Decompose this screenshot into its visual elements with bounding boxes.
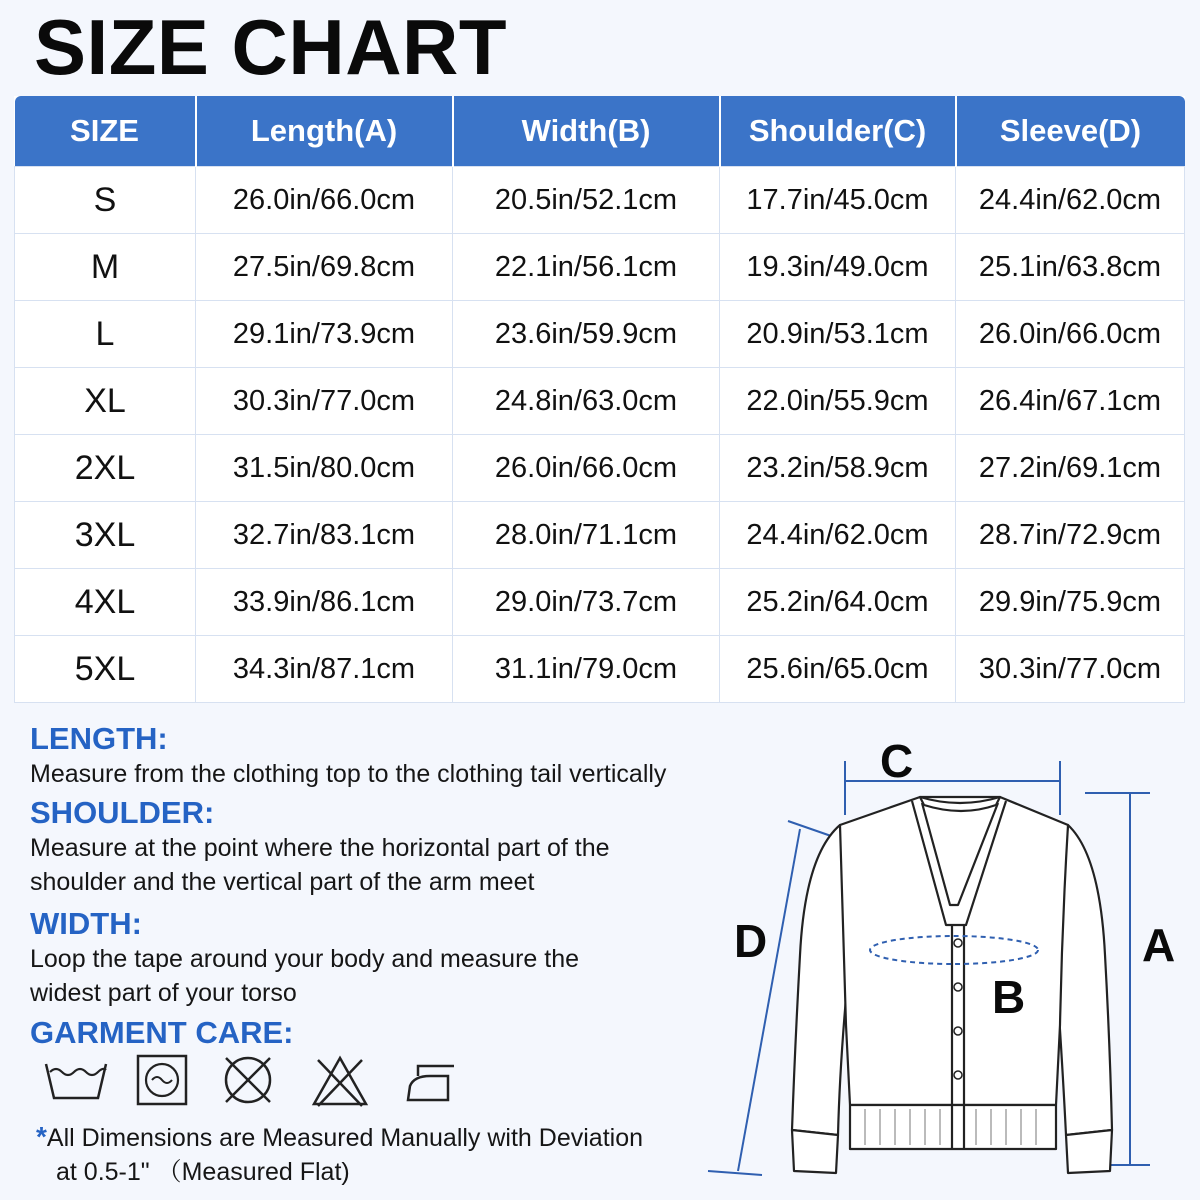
sleeve-cell: 29.9in/75.9cm (956, 569, 1185, 636)
table-row (15, 301, 1185, 368)
shoulder-title: SHOULDER: (30, 795, 215, 830)
header-sleeve: Sleeve(D) (956, 96, 1185, 167)
length-cell: 26.0in/66.0cm (196, 167, 453, 234)
table-row (15, 368, 1185, 435)
header-width: Width(B) (453, 96, 720, 167)
label-b: B (992, 971, 1026, 1023)
width-cell: 26.0in/66.0cm (453, 435, 720, 502)
shoulder-cell: 23.2in/58.9cm (720, 435, 956, 502)
label-c: C (880, 735, 914, 787)
table-row (15, 636, 1185, 703)
sleeve-cell: 26.0in/66.0cm (956, 301, 1185, 368)
table-row (15, 435, 1185, 502)
sleeve-cell: 26.4in/67.1cm (956, 368, 1185, 435)
care-icons (40, 1052, 490, 1112)
width-cell: 29.0in/73.7cm (453, 569, 720, 636)
width-cell: 22.1in/56.1cm (453, 234, 720, 301)
table-header-row (15, 96, 1185, 167)
length-title: LENGTH: (30, 721, 168, 756)
shoulder-section (30, 795, 610, 899)
deviation-note (36, 1120, 643, 1189)
width-cell: 28.0in/71.1cm (453, 502, 720, 569)
sleeve-cell: 28.7in/72.9cm (956, 502, 1185, 569)
hand-wash-icon (40, 1052, 130, 1112)
size-cell: 3XL (15, 502, 196, 569)
cardigan-diagram (700, 725, 1190, 1195)
size-cell: 2XL (15, 435, 196, 502)
do-not-bleach-icon (310, 1052, 400, 1112)
shoulder-cell: 17.7in/45.0cm (720, 167, 956, 234)
table-row (15, 569, 1185, 636)
note-line2: at 0.5-1" （Measured Flat) (56, 1158, 350, 1186)
length-cell: 31.5in/80.0cm (196, 435, 453, 502)
width-cell: 31.1in/79.0cm (453, 636, 720, 703)
label-a: A (1142, 919, 1176, 971)
shoulder-cell: 20.9in/53.1cm (720, 301, 956, 368)
header-length: Length(A) (196, 96, 453, 167)
shoulder-body-line1: Measure at the point where the horizontal part of the (30, 834, 610, 862)
size-cell: 4XL (15, 569, 196, 636)
size-cell: 5XL (15, 636, 196, 703)
sleeve-cell: 24.4in/62.0cm (956, 167, 1185, 234)
size-cell: L (15, 301, 196, 368)
shoulder-cell: 24.4in/62.0cm (720, 502, 956, 569)
cardigan-outline (792, 797, 1112, 1173)
iron-icon (400, 1052, 490, 1112)
length-body: Measure from the clothing top to the clothing tail vertically (30, 760, 667, 788)
shoulder-cell: 25.2in/64.0cm (720, 569, 956, 636)
length-cell: 27.5in/69.8cm (196, 234, 453, 301)
sleeve-cell: 25.1in/63.8cm (956, 234, 1185, 301)
care-section (30, 1015, 294, 1051)
length-section (30, 721, 666, 791)
care-title: GARMENT CARE: (30, 1015, 294, 1050)
length-cell: 29.1in/73.9cm (196, 301, 453, 368)
width-title: WIDTH: (30, 906, 142, 941)
sleeve-cell: 30.3in/77.0cm (956, 636, 1185, 703)
do-not-dry-clean-icon (220, 1052, 310, 1112)
size-cell: XL (15, 368, 196, 435)
size-cell: M (15, 234, 196, 301)
table-row (15, 502, 1185, 569)
shoulder-body-line2: shoulder and the vertical part of the arm meet (30, 868, 535, 896)
width-cell: 24.8in/63.0cm (453, 368, 720, 435)
header-size: SIZE (15, 96, 196, 167)
width-section (30, 906, 579, 1010)
size-table (14, 96, 1185, 703)
shoulder-cell: 19.3in/49.0cm (720, 234, 956, 301)
sleeve-cell: 27.2in/69.1cm (956, 435, 1185, 502)
length-cell: 34.3in/87.1cm (196, 636, 453, 703)
table-row (15, 167, 1185, 234)
width-body-line2: widest part of your torso (30, 979, 297, 1007)
note-star: * (36, 1121, 47, 1152)
shoulder-cell: 25.6in/65.0cm (720, 636, 956, 703)
width-body-line1: Loop the tape around your body and measure the (30, 945, 580, 973)
length-cell: 32.7in/83.1cm (196, 502, 453, 569)
page-title: SIZE CHART (34, 3, 507, 91)
note-line1: All Dimensions are Measured Manually with Deviation (46, 1124, 643, 1152)
length-cell: 30.3in/77.0cm (196, 368, 453, 435)
shoulder-cell: 22.0in/55.9cm (720, 368, 956, 435)
tumble-dry-icon (130, 1052, 220, 1112)
header-shoulder: Shoulder(C) (720, 96, 956, 167)
label-d: D (734, 915, 768, 967)
width-cell: 20.5in/52.1cm (453, 167, 720, 234)
length-cell: 33.9in/86.1cm (196, 569, 453, 636)
table-row (15, 234, 1185, 301)
size-cell: S (15, 167, 196, 234)
width-cell: 23.6in/59.9cm (453, 301, 720, 368)
